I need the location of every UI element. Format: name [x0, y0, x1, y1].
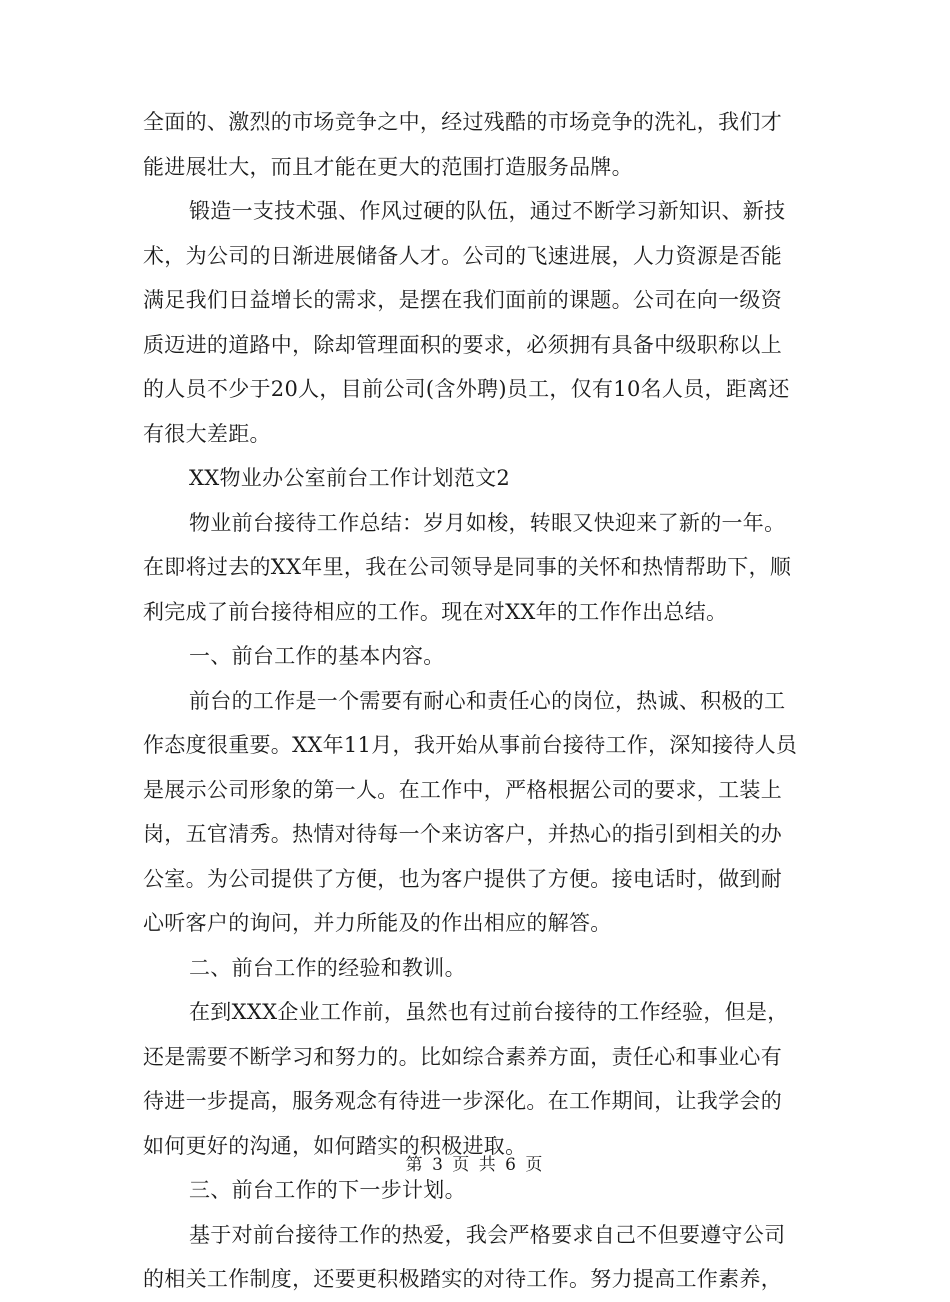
text-line: 待进一步提高，服务观念有待进一步深化。在工作期间，让我学会的 — [143, 1089, 782, 1113]
text-line: 锻造一支技术强、作风过硬的队伍，通过不断学习新知识、新技 — [189, 199, 786, 223]
text-line: 还是需要不断学习和努力的。比如综合素养方面，责任心和事业心有 — [143, 1044, 782, 1069]
text-line: XX物业办公室前台工作计划范文2 — [189, 466, 511, 490]
text-line: 质迈进的道路中，除却管理面积的要求，必须拥有具备中级职称以上 — [143, 332, 782, 357]
text-line: 物业前台接待工作总结：岁月如梭，转眼又快迎来了新的一年。 — [189, 510, 786, 535]
text-line: 在即将过去的XX年里，我在公司领导是同事的关怀和热情帮助下，顺 — [143, 555, 792, 579]
text-line: 能进展壮大，而且才能在更大的范围打造服务品牌。 — [143, 154, 633, 179]
text-line: 岗，五官清秀。热情对待每一个来访客户，并热心的指引到相关的办 — [143, 822, 782, 846]
document-body — [143, 100, 813, 1302]
text-line: 如何更好的沟通，如何踏实的积极进取。 — [143, 1133, 527, 1158]
text-line: 作态度很重要。XX年11月，我开始从事前台接待工作，深知接待人员 — [143, 733, 798, 757]
text-line: 三、前台工作的下一步计划。 — [189, 1178, 466, 1202]
text-line: 心听客户的询问，并力所能及的作出相应的解答。 — [143, 911, 612, 935]
text-line: 在到XXX企业工作前，虽然也有过前台接待的工作经验，但是， — [189, 1000, 789, 1024]
text-line: 基于对前台接待工作的热爱，我会严格要求自己不但要遵守公司 — [189, 1222, 786, 1247]
text-line: 满足我们日益增长的需求，是摆在我们面前的课题。公司在向一级资 — [143, 288, 782, 312]
text-line: 术，为公司的日渐进展储备人才。公司的飞速进展，人力资源是否能 — [143, 243, 782, 268]
text-line: 前台的工作是一个需要有耐心和责任心的岗位，热诚、积极的工 — [189, 688, 786, 713]
text-line: 利完成了前台接待相应的工作。现在对XX年的工作作出总结。 — [143, 599, 728, 624]
text-line: 全面的、激烈的市场竞争之中，经过残酷的市场竞争的洗礼，我们才 — [143, 110, 782, 134]
text-line: 是展示公司形象的第一人。在工作中，严格根据公司的要求，工装上 — [143, 777, 782, 802]
text-line: 的人员不少于20人，目前公司(含外聘)员工，仅有10名人员，距离还 — [143, 377, 790, 401]
page-footer: 第 3 页 共 6 页 — [405, 1155, 545, 1175]
text-line: 一、前台工作的基本内容。 — [189, 644, 445, 668]
text-line: 有很大差距。 — [143, 421, 271, 446]
text-line: 二、前台工作的经验和教训。 — [189, 955, 466, 980]
text-line: 的相关工作制度，还要更积极踏实的对待工作。努力提高工作素养， — [143, 1267, 782, 1291]
text-line: 公室。为公司提供了方便，也为客户提供了方便。接电话时，做到耐 — [143, 866, 782, 891]
